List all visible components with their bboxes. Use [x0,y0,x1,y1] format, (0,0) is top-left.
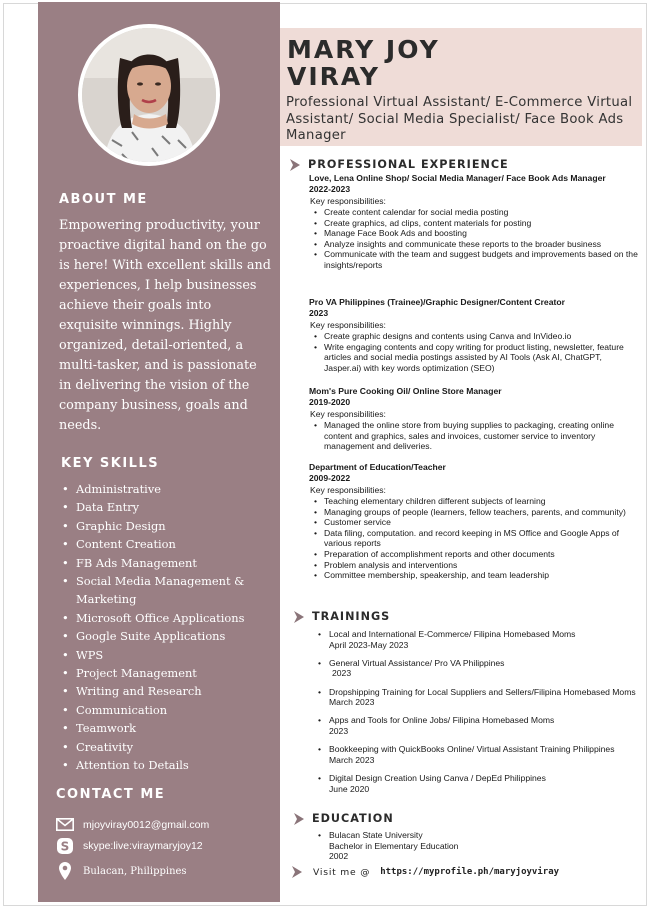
job-responsibilities-label: Key responsibilities: [310,409,386,419]
job-bullet: • Problem analysis and interventions [313,560,639,571]
contact-email[interactable]: mjoyviray0012@gmail.com [83,818,210,831]
contact-location-row [55,862,187,880]
trainings-heading-text: TRAININGS [312,610,391,623]
profile-photo [78,24,220,166]
candidate-name [287,36,440,90]
visit-me-row [291,866,559,878]
contact-email-row[interactable] [55,818,209,831]
education-item [318,830,618,862]
contact-location: Bulacan, Philippines [83,865,187,877]
skill-item: • Attention to Details [62,756,272,774]
education-school: • Bulacan State University [329,830,423,840]
skill-item: • Administrative [62,480,272,498]
job-bullet: • Create graphics, ad clips, content materials for posting [313,218,639,229]
trainings-heading [293,610,390,623]
chevron-right-icon [291,866,303,878]
professional-title: Professional Virtual Assistant/ E-Commerce Virtual Assistant/ Social Media Specialist/ Face Book Ads Manager [286,95,633,143]
job-entry [309,173,639,271]
job-responsibilities-label: Key responsibilities: [310,485,386,495]
job-title: Department of Education/Teacher [309,462,446,472]
job-bullet: • Manage Face Book Ads and boosting [313,228,639,239]
envelope-icon [55,818,75,831]
training-date: June 2020 [329,783,370,794]
skill-item: • Google Suite Applications [62,627,272,645]
visit-label: Visit me @ [313,866,371,878]
training-item [318,658,638,679]
chevron-right-icon [293,813,305,825]
training-name: Apps and Tools for Online Jobs/ Filipina Homebased Moms [329,715,555,726]
skype-icon [55,838,75,854]
chevron-right-icon [293,611,305,623]
skill-item: • Content Creation [62,535,272,553]
training-item [318,773,638,794]
training-date: March 2023 [329,754,375,765]
job-bullets [313,496,639,581]
profile-link[interactable]: https://myprofile.ph/maryjoyviray [380,867,560,877]
map-pin-icon [55,862,75,880]
trainings-list [318,629,638,802]
training-item [318,715,638,736]
svg-text:S: S [60,839,70,854]
skill-item: • Creativity [62,738,272,756]
experience-heading-text: PROFESSIONAL EXPERIENCE [308,158,509,171]
training-item [318,744,638,765]
skill-item: • Project Management [62,664,272,682]
job-bullets [313,207,639,271]
job-bullet: • Preparation of accomplishment reports and other documents [313,549,639,560]
profile-photo-image [82,28,216,162]
job-responsibilities-label: Key responsibilities: [310,320,386,330]
job-bullet: • Customer service [313,517,639,528]
training-date: 2023 [329,725,349,736]
job-responsibilities-label: Key responsibilities: [310,196,386,206]
job-bullet: • Communicate with the team and suggest budgets and improvements based on the insights/reports [313,249,639,270]
training-date: March 2023 [329,697,375,708]
job-years: 2009-2022 [309,473,351,483]
education-heading [293,812,394,825]
job-bullet: • Create content calendar for social media posting [313,207,639,218]
education-year: 2002 [329,851,349,862]
skills-list [62,480,272,775]
job-bullet: • Managed the online store from buying supplies to packaging, creating online content and graphics, sales and invoices, customer service to inventory management and deliveries. [313,420,639,452]
job-title: Love, Lena Online Shop/ Social Media Manager/ Face Book Ads Manager [309,173,606,183]
training-name: General Virtual Assistance/ Pro VA Philippines [329,657,505,668]
skill-item: • Teamwork [62,719,272,737]
about-heading: ABOUT ME [59,192,148,207]
name-line-2: VIRAY [287,62,380,91]
training-name: Digital Design Creation Using Canva / DepEd Philippines [329,772,546,783]
skill-item: • Graphic Design [62,517,272,535]
job-years: 2023 [309,308,329,318]
job-bullet: • Teaching elementary children different subjects of learning [313,496,639,507]
skill-item: • Social Media Management & Marketing [62,572,272,609]
job-bullet: • Committee membership, speakership, and team leadership [313,570,639,581]
training-item [318,687,638,708]
job-entry [309,462,639,581]
skill-item: • Microsoft Office Applications [62,609,272,627]
skill-item: • Data Entry [62,498,272,516]
skill-item: • FB Ads Management [62,554,272,572]
skill-item: • Communication [62,701,272,719]
job-bullet: • Write engaging contents and copy writing for product listing, newsletter, feature articles and social media postings assisted by AI Tools (Ask AI, ChatGPT, Jasper.ai) with key words optimization (SEO) [313,342,639,374]
skill-item: • WPS [62,646,272,664]
training-date: 2023 [332,668,352,679]
job-bullets [313,331,639,373]
job-bullet: • Analyze insights and communicate these reports to the broader business [313,239,639,250]
contact-heading: CONTACT ME [56,787,166,802]
contact-skype-row[interactable] [55,838,203,854]
training-name: Bookkeeping with QuickBooks Online/ Virtual Assistant Training Philippines [329,744,615,755]
job-title: Pro VA Philippines (Trainee)/Graphic Designer/Content Creator [309,297,565,307]
about-text: Empowering productivity, your proactive digital hand on the go is here! With excellent skills and experiences, I help businesses achieve their goals into exquisite winnings. Highly organized, detail-oriented, a multi-tasker, and is passionate in delivering the vision of the company business, goals and needs. [59,218,271,433]
training-name: Local and International E-Commerce/ Filipina Homebased Moms [329,629,576,639]
training-date: April 2023-May 2023 [329,639,409,650]
training-item [318,629,638,650]
training-name: Dropshipping Training for Local Suppliers and Sellers/Filipina Homebased Moms [329,686,636,697]
education-degree: Bachelor in Elementary Education [329,840,459,851]
job-entry [309,297,639,373]
chevron-right-icon [289,159,301,171]
job-bullet: • Managing groups of people (learners, fellow teachers, parents, and community) [313,507,639,518]
job-bullet: • Data filing, computation. and record keeping in MS Office and Google Apps of various reports [313,528,639,549]
job-bullet: • Create graphic designs and contents using Canva and InVideo.io [313,331,639,342]
skills-heading: KEY SKILLS [61,456,160,471]
education-list [318,830,618,862]
contact-skype[interactable]: skype:live:viraymaryjoy12 [83,840,203,852]
experience-heading [289,158,509,171]
job-years: 2022-2023 [309,184,351,194]
job-entry [309,386,639,452]
name-line-1: MARY JOY [287,35,440,64]
job-title: Mom's Pure Cooking Oil/ Online Store Manager [309,386,502,396]
education-heading-text: EDUCATION [312,812,394,825]
job-bullets [313,420,639,452]
job-years: 2019-2020 [309,397,351,407]
skill-item: • Writing and Research [62,682,272,700]
